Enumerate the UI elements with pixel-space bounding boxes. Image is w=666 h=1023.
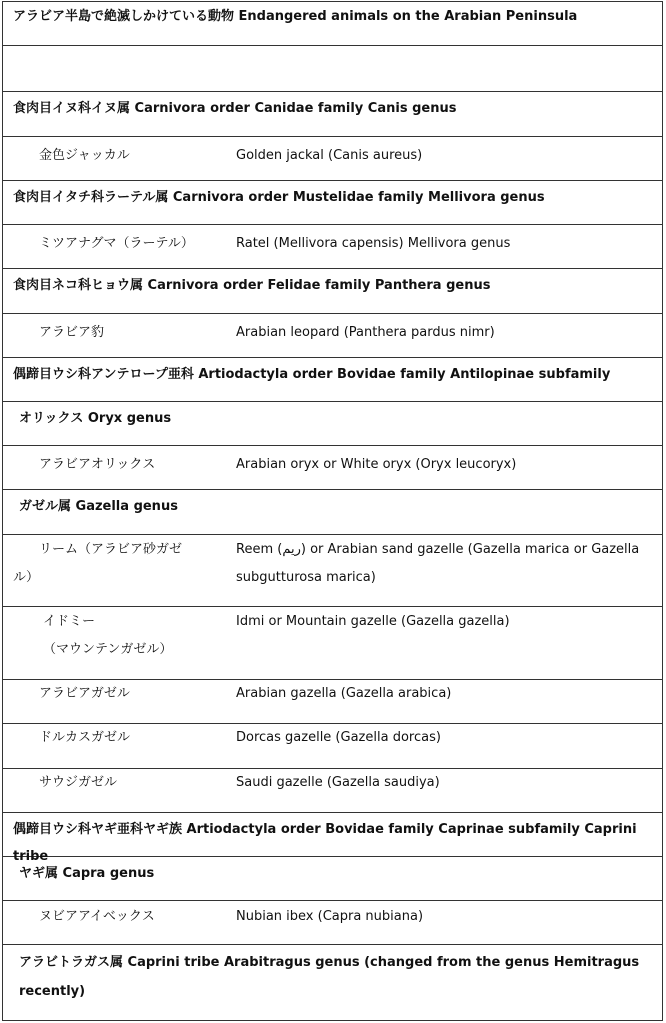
species-row-saudi-gazelle — [2, 769, 663, 813]
species-row-nubian-ibex — [2, 901, 663, 945]
section-header-text: 食肉目ネコ科ヒョウ属 Carnivora order Felidae family Panthera genus — [13, 278, 491, 293]
species-row-arabian-gazelle — [2, 680, 663, 724]
species-row-golden-jackal — [2, 137, 663, 181]
species-table — [2, 1, 663, 1021]
species-japanese-name: 金色ジャッカル — [39, 148, 130, 163]
species-row-reem — [2, 535, 663, 607]
section-header-felidae — [2, 269, 663, 314]
subgroup-header-gazella — [2, 490, 663, 535]
species-japanese-name-line1: イドミー — [43, 614, 96, 629]
section-header-antilopinae — [2, 358, 663, 402]
subgroup-header-capra — [2, 857, 663, 901]
section-header-mustelidae — [2, 181, 663, 225]
species-english-name: Idmi or Mountain gazelle (Gazella gazella) — [236, 614, 510, 629]
species-japanese-name: アラビアオリックス — [39, 457, 156, 472]
species-japanese-name-line1: リーム（アラビア砂ガゼ — [39, 542, 183, 557]
section-header-caprinae — [2, 813, 663, 864]
species-row-dorcas-gazelle — [2, 724, 663, 769]
species-english-name: Nubian ibex (Capra nubiana) — [236, 909, 424, 924]
species-japanese-name: ヌビアアイベックス — [39, 909, 155, 924]
section-header-text: 食肉目イタチ科ラーテル属 Carnivora order Mustelidae family Mellivora genus — [13, 190, 545, 205]
species-english-name-line1: Reem (ريم) or Arabian sand gazelle (Gazella marica or Gazella — [236, 542, 640, 557]
species-row-arabian-leopard — [2, 314, 663, 358]
table-title-row — [2, 1, 663, 46]
species-japanese-name: アラビアガゼル — [39, 686, 130, 701]
species-row-arabian-oryx — [2, 446, 663, 490]
subgroup-header-oryx — [2, 402, 663, 446]
empty-row — [2, 46, 663, 92]
subgroup-header-text: オリックス Oryx genus — [19, 411, 172, 426]
subgroup-header-text-line1: アラビトラガス属 Caprini tribe Arabitragus genus (changed from the genus Hemitragus — [19, 955, 640, 970]
species-english-name: Arabian gazella (Gazella arabica) — [236, 686, 452, 701]
species-row-ratel — [2, 225, 663, 269]
species-english-name: Golden jackal (Canis aureus) — [236, 148, 423, 163]
species-japanese-name: サウジガゼル — [39, 775, 118, 790]
section-header-canidae — [2, 92, 663, 137]
species-japanese-name: アラビア豹 — [39, 325, 105, 340]
species-english-name: Arabian leopard (Panthera pardus nimr) — [236, 325, 495, 340]
subgroup-header-arabitragus — [2, 945, 663, 1021]
section-header-text: 食肉目イヌ科イヌ属 Carnivora order Canidae family Canis genus — [13, 101, 457, 116]
species-english-name: Dorcas gazelle (Gazella dorcas) — [236, 730, 441, 745]
species-english-name: Arabian oryx or White oryx (Oryx leucoryx) — [236, 457, 517, 472]
table-title: アラビア半島で絶滅しかけている動物 Endangered animals on the Arabian Peninsula — [13, 9, 578, 24]
section-header-text: 偶蹄目ウシ科アンテロープ亜科 Artiodactyla order Bovidae family Antilopinae subfamily — [13, 367, 611, 382]
subgroup-header-text-line2: recently) — [19, 984, 86, 999]
species-row-idmi — [2, 607, 663, 680]
species-japanese-name: ミツアナグマ（ラーテル） — [39, 236, 194, 251]
species-japanese-name-line2: ル） — [13, 570, 40, 585]
species-english-name: Ratel (Mellivora capensis) Mellivora genus — [236, 236, 511, 251]
species-english-name-line2: subgutturosa marica) — [236, 570, 376, 585]
section-header-text: 偶蹄目ウシ科ヤギ亜科ヤギ族 Artiodactyla order Bovidae family Caprinae subfamily Caprini tribe — [13, 822, 637, 864]
subgroup-header-text: ヤギ属 Capra genus — [19, 866, 155, 881]
subgroup-header-text: ガゼル属 Gazella genus — [19, 499, 178, 514]
species-english-name: Saudi gazelle (Gazella saudiya) — [236, 775, 440, 790]
species-japanese-name-line2: （マウンテンガゼル） — [43, 642, 173, 657]
species-japanese-name: ドルカスガゼル — [39, 730, 131, 745]
